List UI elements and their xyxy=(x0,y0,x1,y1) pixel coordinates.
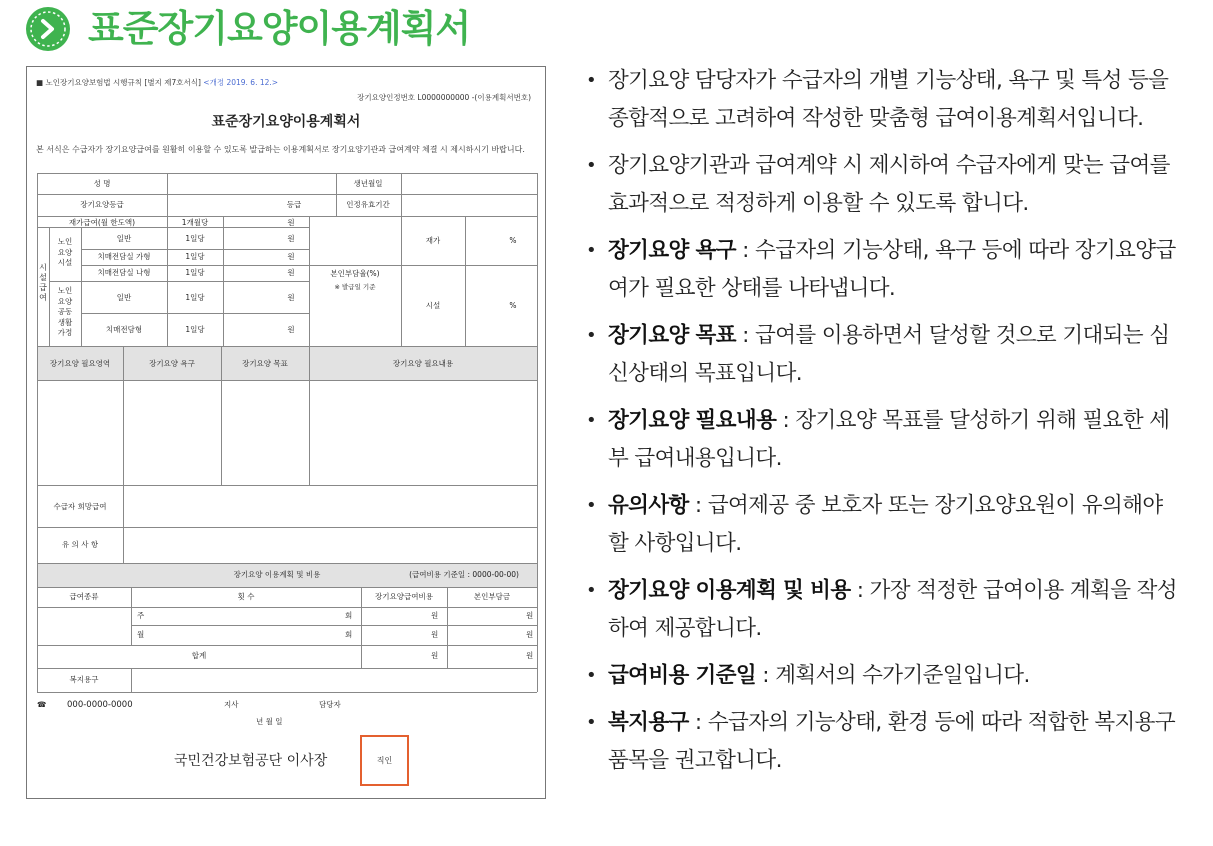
won-unit: 원 xyxy=(287,252,295,261)
benefit-cost-header: 장기요양급여비용 xyxy=(375,592,433,601)
need-header: 장기요양 욕구 xyxy=(149,359,195,368)
bullet-icon: • xyxy=(586,665,597,686)
cert-number: 장기요양인정번호 L0000000000 -(이용계획서번호) xyxy=(357,93,531,102)
phone-icon: ☎ xyxy=(37,700,47,709)
per-day: 1일당 xyxy=(185,325,205,334)
need-area-header: 장기요양 필요영역 xyxy=(49,359,111,368)
chevron-right-icon xyxy=(26,7,70,51)
bullet-icon: • xyxy=(586,155,597,176)
per-day: 1일당 xyxy=(185,268,205,277)
bullet-icon: • xyxy=(586,325,597,346)
week-label: 주 xyxy=(137,611,145,620)
list-item: • 복지용구 : 수급자의 기능상태, 환경 등에 따라 적합한 복지용구 품목을 권고합니다. xyxy=(582,704,1182,780)
bullet-icon: • xyxy=(586,495,597,516)
list-item: • 유의사항 : 급여제공 중 보호자 또는 장기요양요원이 유의해야 할 사항입니다. xyxy=(582,487,1182,563)
percent-unit: % xyxy=(509,301,517,310)
per-day: 1일당 xyxy=(185,293,205,302)
benefit-type-header: 급여종류 xyxy=(69,592,99,601)
won-unit: 원 xyxy=(526,630,534,639)
dementia-ga-label: 치매전담실 가형 xyxy=(97,252,151,261)
list-item: • 장기요양 필요내용 : 장기요양 목표를 달성하기 위해 필요한 세부 급여내용입니다. xyxy=(582,402,1182,478)
copay-rate-label: 본인부담율(%) xyxy=(330,269,380,278)
form-header-prefix: ■ 노인장기요양보험법 시행규칙 [별지 제7호서식] xyxy=(36,78,201,87)
times-unit: 회 xyxy=(345,630,353,639)
name-label: 성 명 xyxy=(93,179,111,188)
official-seal: 직인 xyxy=(360,735,409,786)
bullet-icon: • xyxy=(586,70,597,91)
phone-number: 000-0000-0000 xyxy=(67,700,133,710)
care-plan-form-image xyxy=(26,66,546,799)
form-revision: <개정 2019. 6. 12.> xyxy=(203,78,279,87)
won-unit: 원 xyxy=(287,293,295,302)
list-item: • 장기요양기관과 급여계약 시 제시하여 수급자에게 맞는 급여를 효과적으로 적정하게 이용할 수 있도록 합니다. xyxy=(582,147,1182,223)
elderly-facility-label: 노인 요양 시설 xyxy=(57,237,73,267)
frequency-header: 횟 수 xyxy=(237,592,255,601)
month-label: 월 xyxy=(137,630,145,639)
dementia-na-label: 치매전담실 나형 xyxy=(97,268,151,277)
dementia-type-label: 치매전담형 xyxy=(105,325,143,334)
form-header-line xyxy=(36,79,278,87)
list-item: • 장기요양 욕구 : 수급자의 기능상태, 욕구 등에 따라 장기요양급여가 필요한 상태를 나타냅니다. xyxy=(582,232,1182,308)
won-unit: 원 xyxy=(287,234,295,243)
won-unit: 원 xyxy=(526,611,534,620)
won-unit: 원 xyxy=(287,218,295,227)
times-unit: 회 xyxy=(345,611,353,620)
per-month: 1개월당 xyxy=(181,218,209,227)
list-item: • 장기요양 이용계획 및 비용 : 가장 적정한 급여이용 계획을 작성하여 제공합니다. xyxy=(582,572,1182,648)
copay-header: 본인부담금 xyxy=(473,592,511,601)
copay-note: ※ 발급일 기준 xyxy=(334,283,376,291)
list-item: • 장기요양 목표 : 급여를 이용하면서 달성할 것으로 기대되는 심신상태의 목표입니다. xyxy=(582,317,1182,393)
home-care-label: 재가 xyxy=(425,236,441,245)
form-title: 표준장기요양이용계획서 xyxy=(211,114,361,130)
need-content-header: 장기요양 필요내용 xyxy=(392,359,454,368)
form-intro: 본 서식은 수급자가 장기요양급여를 원활히 이용할 수 있도록 발급하는 이용계획서로 장기요양기관과 급여계약 체결 시 제시하시기 바랍니다. xyxy=(36,145,525,154)
facility-benefit-vertical: 시설급여 xyxy=(39,263,47,302)
group-home-label: 노인 요양 공동 생활 가정 xyxy=(57,286,73,337)
percent-unit: % xyxy=(509,236,517,245)
bullet-icon: • xyxy=(586,712,597,733)
valid-period-label: 인정유효기간 xyxy=(346,200,390,209)
list-item: • 장기요양 담당자가 수급자의 개별 기능상태, 욕구 및 특성 등을 종합적으로 고려하여 작성한 맞춤형 급여이용계획서입니다. xyxy=(582,62,1182,138)
won-unit: 원 xyxy=(431,630,439,639)
bullet-icon: • xyxy=(586,580,597,601)
description-list xyxy=(582,62,1182,789)
general-label: 일반 xyxy=(116,234,132,243)
cost-date: (급여비용 기준일 : 0000-00-00) xyxy=(409,570,519,579)
won-unit: 원 xyxy=(526,651,534,660)
per-day: 1일당 xyxy=(185,234,205,243)
won-unit: 원 xyxy=(287,268,295,277)
goal-header: 장기요양 목표 xyxy=(242,359,288,368)
manager-label: 담당자 xyxy=(319,700,341,709)
per-day: 1일당 xyxy=(185,252,205,261)
total-label: 합계 xyxy=(191,651,207,660)
welfare-equipment-label: 복지용구 xyxy=(69,675,99,684)
won-unit: 원 xyxy=(431,651,439,660)
won-unit: 원 xyxy=(431,611,439,620)
page-title: 표준장기요양이용계획서 xyxy=(88,7,471,50)
plan-cost-header: 장기요양 이용계획 및 비용 xyxy=(233,570,321,579)
birth-label: 생년월일 xyxy=(353,179,383,188)
general-label: 일반 xyxy=(116,293,132,302)
won-unit: 원 xyxy=(287,325,295,334)
grade-label: 장기요양등급 xyxy=(80,200,124,209)
wish-benefit-label: 수급자 희망급여 xyxy=(53,502,107,511)
list-item: • 급여비용 기준일 : 계획서의 수가기준일입니다. xyxy=(582,657,1182,695)
date-line: 년 월 일 xyxy=(256,717,283,726)
home-limit-label: 재가급여(월 한도액) xyxy=(68,218,136,227)
grade-unit: 등급 xyxy=(286,200,302,209)
bullet-icon: • xyxy=(586,410,597,431)
notes-label: 유 의 사 항 xyxy=(61,540,99,549)
facility-label: 시설 xyxy=(425,301,441,310)
issuer-name: 국민건강보험공단 이사장 xyxy=(174,753,328,769)
branch-label: 지사 xyxy=(224,700,239,709)
bullet-icon: • xyxy=(586,240,597,261)
